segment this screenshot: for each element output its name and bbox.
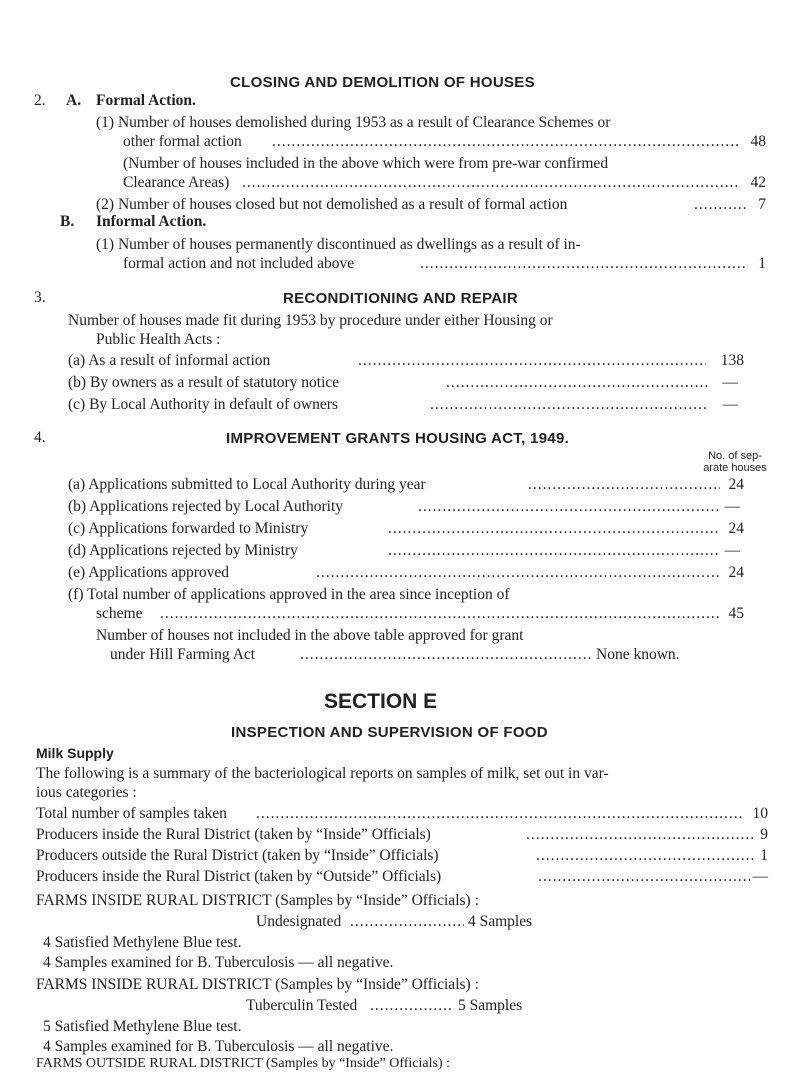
a1-note-line1: (Number of houses included in the above which were from pre-war confirmed	[123, 155, 609, 172]
s3-item-c: (c) By Local Authority in default of owners	[68, 396, 338, 413]
se-row-2: Producers inside the Rural District (taken by “Inside” Officials)	[36, 826, 431, 843]
leader-dots	[418, 497, 720, 517]
section-3-number: 3.	[34, 289, 46, 306]
section-4-number: 4.	[34, 429, 46, 446]
a1-note-line2: Clearance Areas)	[123, 174, 230, 191]
b1-line2: formal action and not included above	[123, 255, 355, 272]
s4-item-d: (d) Applications rejected by Ministry	[68, 542, 298, 559]
leader-dots	[256, 804, 744, 824]
s4-note-line2: under Hill Farming Act	[110, 646, 256, 663]
leader-dots	[528, 475, 720, 495]
b1-line1: (1) Number of houses permanently discontinued as dwellings as a result of in-	[96, 236, 581, 253]
leader-dots	[430, 395, 708, 415]
leader-dots	[242, 173, 740, 193]
s4-note-value: None known.	[596, 646, 680, 663]
s3-item-b: (b) By owners as a result of statutory notice	[68, 374, 340, 391]
leader-dots	[420, 254, 748, 274]
se-row-4-value: —	[752, 868, 768, 885]
subsection-b-label: B.	[60, 213, 75, 230]
a2-line: (2) Number of houses closed but not demolished as a result of formal action	[96, 196, 568, 213]
s4-item-b-value: —	[724, 498, 740, 515]
farms-2-line-a: 5 Satisfied Methylene Blue test.	[43, 1018, 242, 1035]
section-2-number: 2.	[34, 92, 46, 109]
page-title: CLOSING AND DEMOLITION OF HOUSES	[230, 74, 535, 91]
s4-item-e-value: 24	[728, 564, 744, 581]
s3-item-a: (a) As a result of informal action	[68, 352, 271, 369]
subsection-a-label: A.	[66, 92, 82, 109]
leader-dots	[694, 195, 748, 215]
se-row-3-value: 1	[760, 847, 768, 864]
farms-1-line-a: 4 Satisfied Methylene Blue test.	[43, 934, 242, 951]
s3-para-line1: Number of houses made fit during 1953 by procedure under either Housing or	[68, 312, 553, 329]
farms-1-line-b: 4 Samples examined for B. Tuberculosis — all negative.	[43, 954, 394, 971]
se-para-line2: ious categories :	[36, 784, 137, 801]
leader-dots	[388, 519, 720, 539]
leader-dots	[370, 996, 454, 1016]
s3-item-a-value: 138	[720, 352, 744, 369]
farms-2-count: 5 Samples	[458, 997, 523, 1014]
a1-note-value: 42	[750, 174, 766, 191]
column-header	[700, 450, 770, 474]
leader-dots	[388, 541, 720, 561]
s4-item-c: (c) Applications forwarded to Ministry	[68, 520, 309, 537]
s4-item-b: (b) Applications rejected by Local Authority	[68, 498, 344, 515]
leader-dots	[300, 645, 592, 665]
s4-item-f-line2: scheme	[96, 605, 143, 622]
leader-dots	[526, 825, 754, 845]
s4-item-c-value: 24	[728, 520, 744, 537]
s3-item-c-value: —	[722, 396, 738, 413]
farms-heading-2: FARMS INSIDE RURAL DISTRICT (Samples by “Inside” Officials) :	[36, 976, 479, 993]
se-row-2-value: 9	[760, 826, 768, 843]
leader-dots	[358, 351, 706, 371]
s3-item-b-value: —	[722, 374, 738, 391]
subsection-b-title: Informal Action.	[96, 213, 207, 230]
column-header-line1: No. of sep-	[708, 450, 762, 462]
s4-item-e: (e) Applications approved	[68, 564, 229, 581]
se-row-1-value: 10	[752, 805, 768, 822]
section-e-subtitle: INSPECTION AND SUPERVISION OF FOOD	[231, 724, 548, 741]
farms-heading-3: FARMS OUTSIDE RURAL DISTRICT (Samples by “Inside” Officials) :	[36, 1056, 451, 1071]
subsection-a-title: Formal Action.	[96, 92, 196, 109]
farms-heading-1: FARMS INSIDE RURAL DISTRICT (Samples by “Inside” Officials) :	[36, 892, 479, 909]
milk-supply-heading: Milk Supply	[36, 745, 114, 761]
farms-2-category: Tuberculin Tested	[246, 997, 358, 1014]
leader-dots	[272, 132, 740, 152]
leader-dots	[160, 604, 720, 624]
se-row-3: Producers outside the Rural District (taken by “Inside” Officials)	[36, 847, 439, 864]
s4-item-d-value: —	[724, 542, 740, 559]
s4-note-line1: Number of houses not included in the above table approved for grant	[96, 627, 524, 644]
se-row-4: Producers inside the Rural District (taken by “Outside” Officials)	[36, 868, 442, 885]
s4-item-f-value: 45	[728, 605, 744, 622]
s4-item-a: (a) Applications submitted to Local Authority during year	[68, 476, 426, 493]
a1-line1: (1) Number of houses demolished during 1953 as a result of Clearance Schemes or	[96, 114, 611, 131]
section-e-title: SECTION E	[324, 690, 438, 713]
s3-para-line2: Public Health Acts :	[96, 331, 221, 348]
leader-dots	[446, 373, 708, 393]
a1-line2: other formal action	[123, 133, 242, 150]
a2-value: 7	[758, 196, 766, 213]
farms-1-count: 4 Samples	[468, 913, 533, 930]
leader-dots	[350, 912, 464, 932]
farms-2-line-b: 4 Samples examined for B. Tuberculosis — all negative.	[43, 1038, 394, 1055]
b1-value: 1	[758, 255, 766, 272]
se-para-line1: The following is a summary of the bacteriological reports on samples of milk, set out in var-	[36, 765, 609, 782]
leader-dots	[536, 846, 754, 866]
column-header-line2: arate houses	[703, 462, 767, 474]
section-3-title: RECONDITIONING AND REPAIR	[283, 290, 519, 307]
farms-1-category: Undesignated	[256, 913, 342, 930]
a1-value: 48	[750, 133, 766, 150]
se-row-1: Total number of samples taken	[36, 805, 227, 822]
s4-item-f-line1: (f) Total number of applications approved in the area since inception of	[68, 586, 510, 603]
s4-item-a-value: 24	[728, 476, 744, 493]
section-4-title: IMPROVEMENT GRANTS HOUSING ACT, 1949.	[226, 430, 570, 447]
leader-dots	[316, 563, 720, 583]
leader-dots	[538, 867, 750, 887]
